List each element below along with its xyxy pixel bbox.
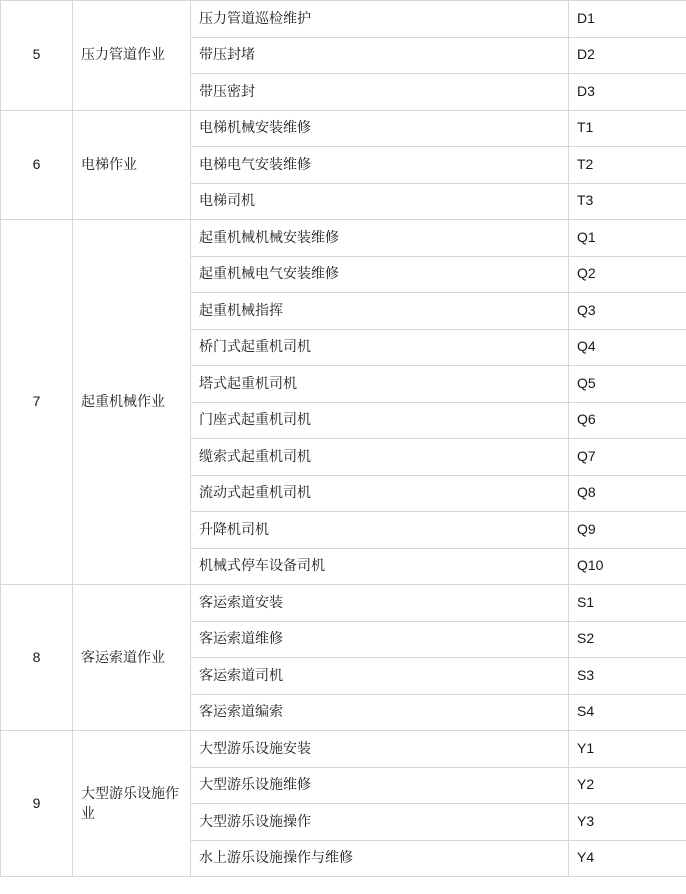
item-code-cell: Y2: [569, 767, 686, 804]
row-number-cell: 5: [1, 1, 73, 111]
item-code-cell: T1: [569, 110, 686, 147]
table-row: [1, 1, 686, 38]
item-code-cell: Q6: [569, 402, 686, 439]
table-row: [1, 110, 686, 147]
item-code-cell: D2: [569, 37, 686, 74]
item-code-cell: Y1: [569, 731, 686, 768]
item-code-cell: Q8: [569, 475, 686, 512]
operation-item-cell: 大型游乐设施维修: [191, 767, 569, 804]
row-number-cell: 9: [1, 731, 73, 877]
item-code-cell: T3: [569, 183, 686, 220]
category-cell: 压力管道作业: [73, 1, 191, 111]
operation-item-cell: 客运索道编索: [191, 694, 569, 731]
category-cell: 客运索道作业: [73, 585, 191, 731]
operation-item-cell: 电梯电气安装维修: [191, 147, 569, 184]
operation-item-cell: 流动式起重机司机: [191, 475, 569, 512]
item-code-cell: Q9: [569, 512, 686, 549]
item-code-cell: T2: [569, 147, 686, 184]
item-code-cell: Y4: [569, 840, 686, 877]
operation-item-cell: 客运索道安装: [191, 585, 569, 622]
item-code-cell: Q3: [569, 293, 686, 330]
item-code-cell: Q10: [569, 548, 686, 585]
item-code-cell: S3: [569, 658, 686, 695]
operation-item-cell: 机械式停车设备司机: [191, 548, 569, 585]
item-code-cell: Q7: [569, 439, 686, 476]
item-code-cell: Q4: [569, 329, 686, 366]
category-cell: 起重机械作业: [73, 220, 191, 585]
category-cell: 大型游乐设施作业: [73, 731, 191, 877]
category-cell: 电梯作业: [73, 110, 191, 220]
operation-item-cell: 带压封堵: [191, 37, 569, 74]
item-code-cell: Q1: [569, 220, 686, 257]
operation-item-cell: 门座式起重机司机: [191, 402, 569, 439]
item-code-cell: S4: [569, 694, 686, 731]
operation-item-cell: 客运索道维修: [191, 621, 569, 658]
operation-item-cell: 压力管道巡检维护: [191, 1, 569, 38]
item-code-cell: D3: [569, 74, 686, 111]
item-code-cell: Q2: [569, 256, 686, 293]
table-row: [1, 220, 686, 257]
table-row: [1, 585, 686, 622]
item-code-cell: S2: [569, 621, 686, 658]
row-number-cell: 6: [1, 110, 73, 220]
operation-item-cell: 起重机械指挥: [191, 293, 569, 330]
item-code-cell: S1: [569, 585, 686, 622]
operation-item-cell: 桥门式起重机司机: [191, 329, 569, 366]
item-code-cell: Q5: [569, 366, 686, 403]
operation-item-cell: 带压密封: [191, 74, 569, 111]
row-number-cell: 8: [1, 585, 73, 731]
table-body: [1, 1, 686, 877]
operation-item-cell: 电梯机械安装维修: [191, 110, 569, 147]
table-row: [1, 731, 686, 768]
item-code-cell: Y3: [569, 804, 686, 841]
operation-item-cell: 客运索道司机: [191, 658, 569, 695]
operation-item-cell: 塔式起重机司机: [191, 366, 569, 403]
row-number-cell: 7: [1, 220, 73, 585]
operation-item-cell: 大型游乐设施操作: [191, 804, 569, 841]
operation-item-cell: 缆索式起重机司机: [191, 439, 569, 476]
operation-item-cell: 升降机司机: [191, 512, 569, 549]
operation-item-cell: 水上游乐设施操作与维修: [191, 840, 569, 877]
operation-item-cell: 起重机械机械安装维修: [191, 220, 569, 257]
operation-item-cell: 电梯司机: [191, 183, 569, 220]
operation-item-cell: 起重机械电气安装维修: [191, 256, 569, 293]
operation-item-cell: 大型游乐设施安装: [191, 731, 569, 768]
item-code-cell: D1: [569, 1, 686, 38]
